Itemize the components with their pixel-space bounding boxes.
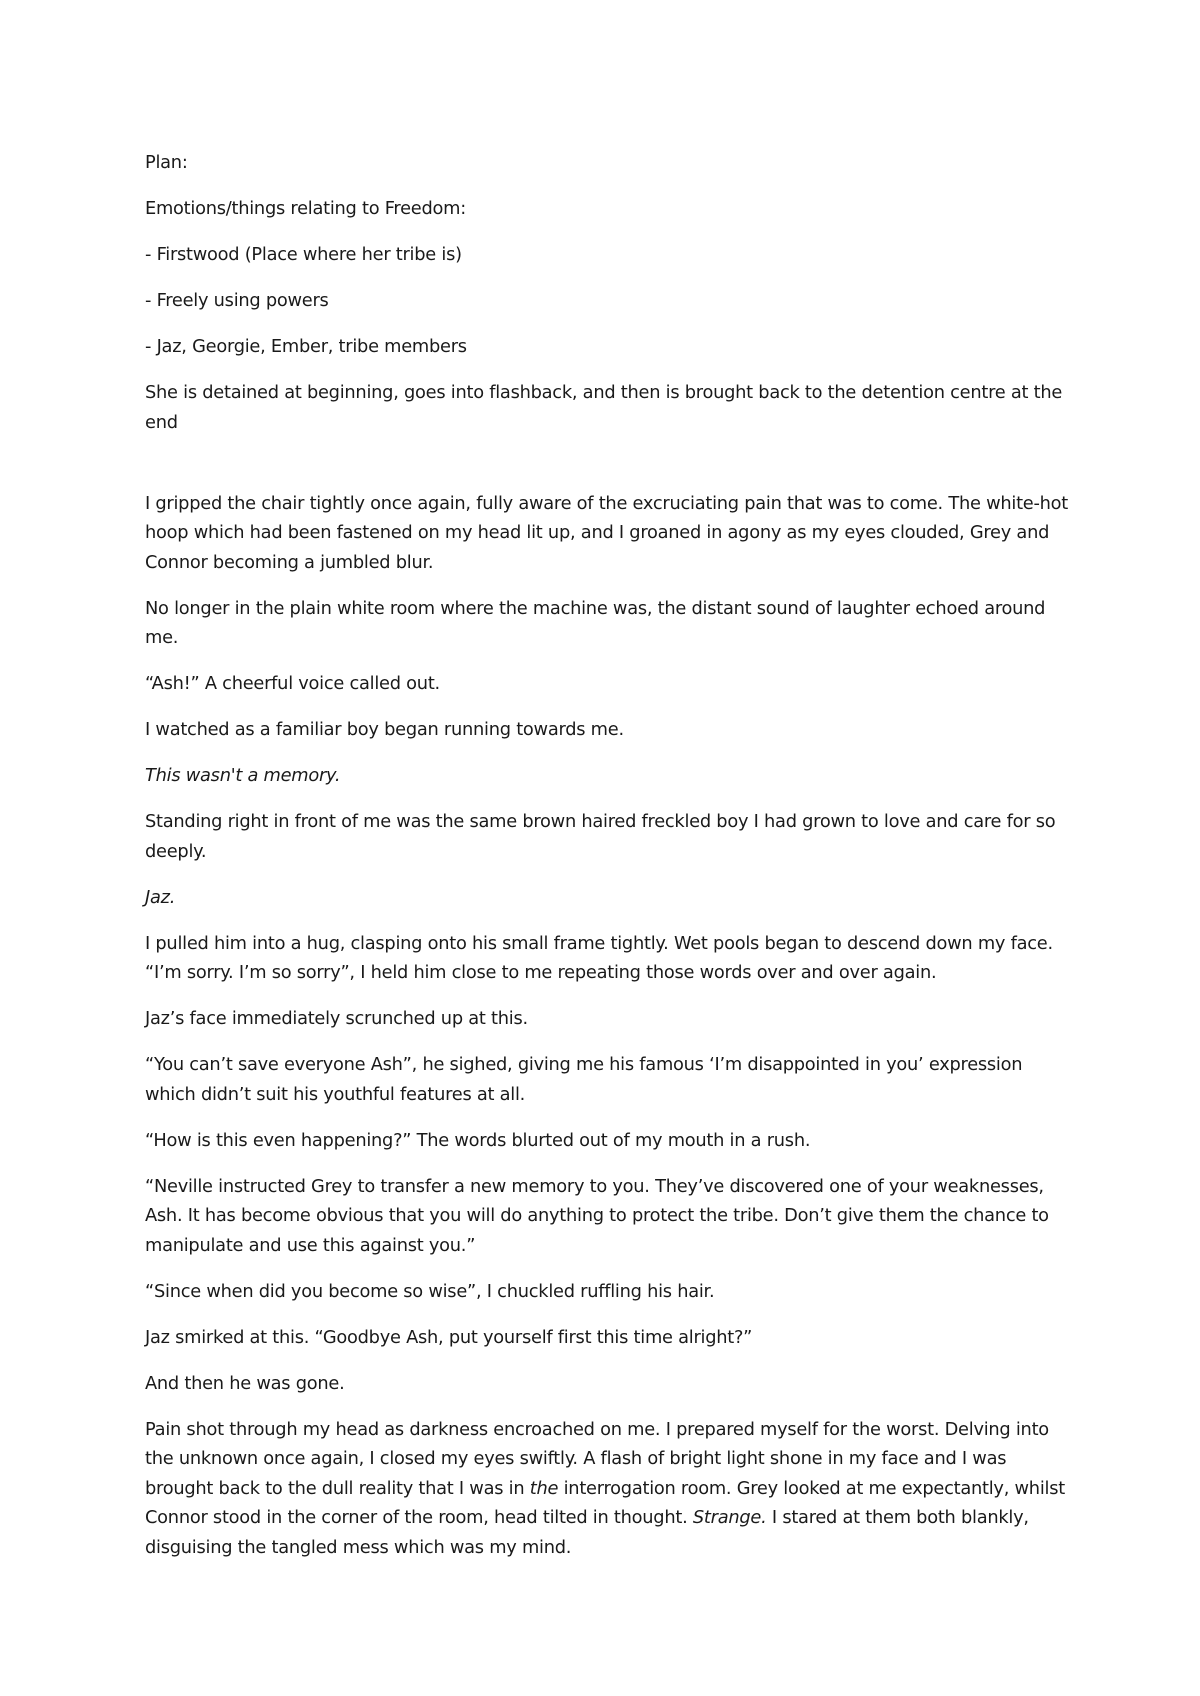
italic-text: Jaz. xyxy=(145,886,176,908)
text-run: I stared at them both blankly, disguising the tangled mess which was my mind. xyxy=(145,1507,1029,1558)
text-run: interrogation room. Grey looked at me expectantly, whilst Connor stood in the corner of the room, head tilted in thought. xyxy=(145,1477,1065,1528)
story-paragraph: I gripped the chair tightly once again, fully aware of the excruciating pain that was to come. The white-hot hoop which had been fastened on my head lit up, and I groaned in agony as my eyes clouded, Grey and Connor becoming a jumbled blur. xyxy=(145,492,1069,573)
story-paragraph: And then he was gone. xyxy=(145,1372,345,1394)
story-paragraph-italic xyxy=(145,761,1070,791)
italic-text: Strange. xyxy=(692,1507,767,1528)
plan-summary: She is detained at beginning, goes into flashback, and then is brought back to the detention centre at the end xyxy=(145,382,1063,433)
story-paragraph: “Ash!” A cheerful voice called out. xyxy=(145,673,440,694)
story-paragraph: No longer in the plain white room where the machine was, the distant sound of laughter echoed around me. xyxy=(145,597,1046,648)
story-paragraph-italic xyxy=(145,883,1070,913)
plan-heading: Plan: xyxy=(145,152,188,173)
story-paragraph: I watched as a familiar boy began running towards me. xyxy=(145,719,624,740)
italic-text: the xyxy=(529,1477,559,1499)
story-paragraph-final xyxy=(145,1415,1070,1563)
story-paragraph: I pulled him into a hug, clasping onto his small frame tightly. Wet pools began to descend down my face. “I’m sorry. I’m so sorry”, I held him close to me repeating those words over and over again. xyxy=(145,932,1053,983)
plan-item: - Firstwood (Place where her tribe is) xyxy=(145,244,462,265)
story-paragraph: “Neville instructed Grey to transfer a new memory to you. They’ve discovered one of your weaknesses, Ash. It has become obvious that you will do anything to protect the tribe. Don’t give them the chance to manipulate and use this against you.” xyxy=(145,1175,1049,1256)
text-run: Pain shot through my head as darkness encroached on me. I prepared myself for the worst. Delving into the unknown once again, I closed my eyes swiftly. A flash of bright light shone in my face and I was brought back to the dull reality that I was in xyxy=(145,1418,1049,1499)
story-paragraph: “How is this even happening?” The words blurted out of my mouth in a rush. xyxy=(145,1129,811,1151)
story-paragraph: “You can’t save everyone Ash”, he sighed, giving me his famous ‘I’m disappointed in you’ expression which didn’t suit his youthful features at all. xyxy=(145,1054,1023,1105)
story-paragraph: Jaz’s face immediately scrunched up at this. xyxy=(145,1008,528,1029)
document-body xyxy=(145,148,1070,1579)
italic-text: This wasn't a memory. xyxy=(145,765,341,786)
story-paragraph: Jaz smirked at this. “Goodbye Ash, put yourself first this time alright?” xyxy=(145,1326,753,1348)
plan-subheading: Emotions/things relating to Freedom: xyxy=(145,198,466,219)
plan-item: - Freely using powers xyxy=(145,290,329,311)
story-paragraph: “Since when did you become so wise”, I chuckled ruffling his hair. xyxy=(145,1280,715,1302)
plan-item: - Jaz, Georgie, Ember, tribe members xyxy=(145,336,467,357)
story-paragraph: Standing right in front of me was the same brown haired freckled boy I had grown to love and care for so deeply. xyxy=(145,811,1056,862)
section-spacer xyxy=(145,454,1070,489)
